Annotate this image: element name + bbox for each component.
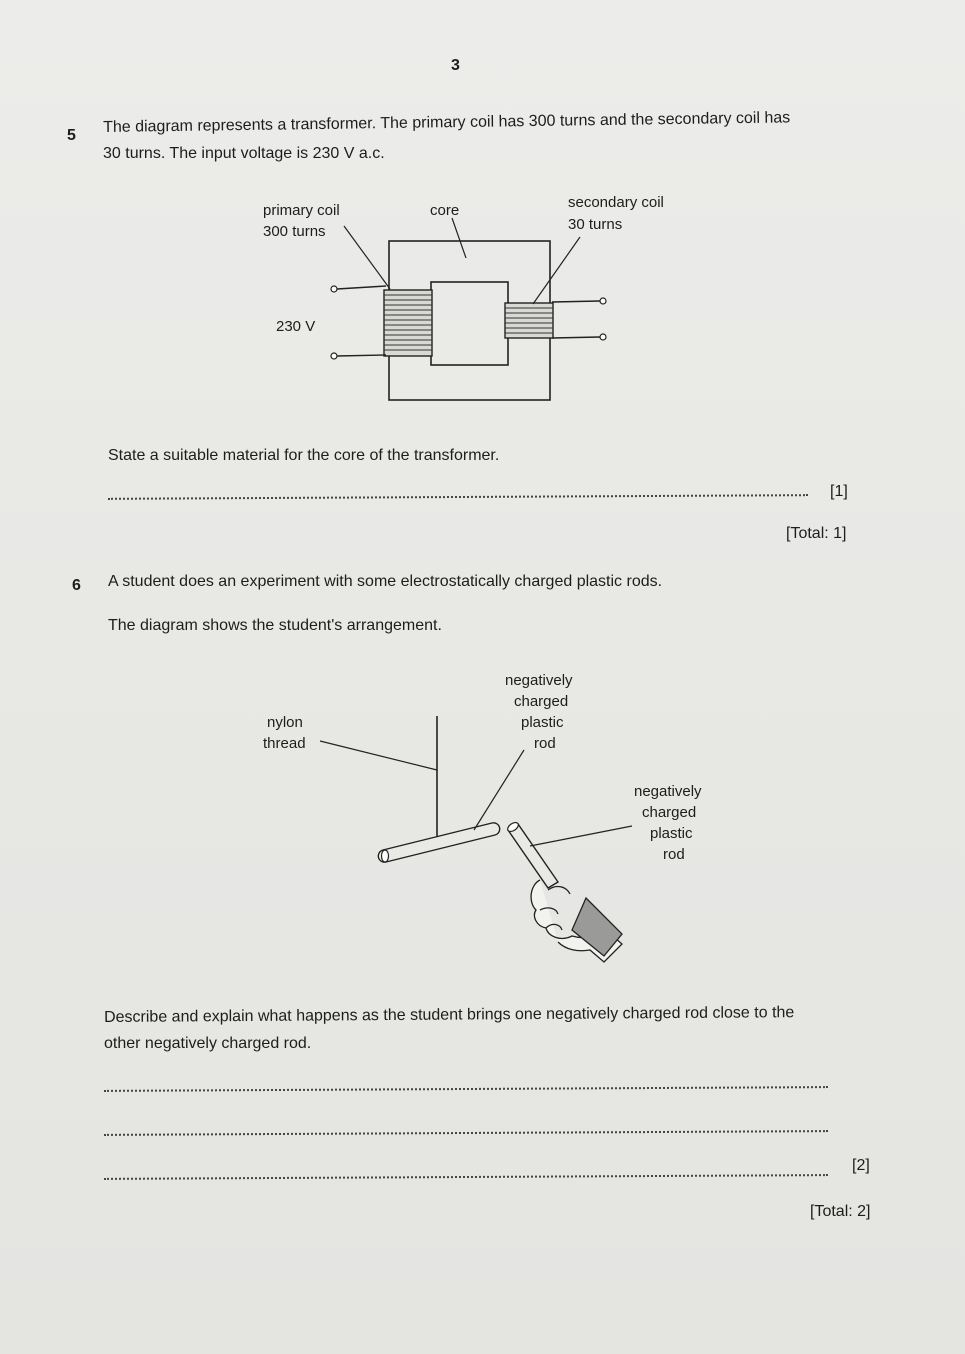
suspended-rod: [378, 823, 499, 862]
q6-total: [Total: 2]: [810, 1203, 871, 1220]
q5-answer-line[interactable]: [108, 494, 808, 500]
secondary-coil-label: secondary coil: [568, 194, 664, 211]
rod1-label-1: negatively: [505, 672, 573, 689]
rod1-label-2: charged: [514, 693, 569, 710]
rod1-pointer: [474, 750, 524, 830]
q6-answer-line-1[interactable]: [104, 1086, 828, 1092]
q5-intro-line1: The diagram represents a transformer. The primary coil has 300 turns and the secondary coil has: [103, 109, 791, 136]
primary-coil: [384, 290, 432, 356]
q5-intro-line2: 30 turns. The input voltage is 230 V a.c.: [103, 145, 385, 162]
q6-answer-line-3[interactable]: [104, 1174, 828, 1180]
secondary-terminal-bottom: [600, 334, 606, 340]
rod1-label-4: rod: [534, 735, 556, 752]
hand-icon: [531, 880, 622, 962]
q6-question-line2: other negatively charged rod.: [104, 1035, 312, 1052]
q5-total: [Total: 1]: [786, 525, 847, 542]
q6-marks: [2]: [852, 1157, 870, 1174]
rod2-label-2: charged: [642, 804, 697, 821]
held-rod: [506, 821, 558, 888]
primary-turns-label: 300 turns: [263, 223, 326, 240]
secondary-turns-label: 30 turns: [568, 216, 623, 233]
primary-coil-label: primary coil: [263, 202, 340, 219]
rod2-pointer: [530, 826, 632, 846]
q6-question-line1: Describe and explain what happens as the student brings one negatively charged rod close to the: [104, 1004, 795, 1026]
primary-pointer: [344, 226, 390, 289]
rod2-label-3: plastic: [650, 825, 693, 842]
thread-label-2: thread: [263, 735, 306, 752]
core-pointer: [452, 218, 466, 258]
rod2-label-1: negatively: [634, 783, 702, 800]
primary-terminal-bottom: [331, 353, 337, 359]
thread-pointer: [320, 741, 437, 770]
q6-answer-line-2[interactable]: [104, 1130, 828, 1136]
input-voltage-label: 230 V: [276, 318, 316, 335]
q5-number: 5: [67, 127, 76, 144]
transformer-diagram: [0, 0, 965, 420]
secondary-pointer: [533, 237, 580, 304]
page-number: 3: [451, 57, 460, 74]
rod1-label-3: plastic: [521, 714, 564, 731]
core-label: core: [430, 202, 460, 219]
thread-label-1: nylon: [267, 714, 303, 731]
q6-diagram-intro: The diagram shows the student's arrangement.: [108, 617, 442, 634]
rod2-label-4: rod: [663, 846, 685, 863]
q5-question: State a suitable material for the core of the transformer.: [108, 447, 500, 464]
secondary-terminal-top: [600, 298, 606, 304]
primary-terminal-top: [331, 286, 337, 292]
transformer-core-inner: [431, 282, 508, 365]
charged-rods-diagram: [0, 640, 965, 980]
q5-marks: [1]: [830, 483, 848, 500]
q6-number: 6: [72, 577, 81, 594]
secondary-coil: [505, 303, 553, 338]
q6-intro: A student does an experiment with some electrostatically charged plastic rods.: [108, 573, 663, 590]
